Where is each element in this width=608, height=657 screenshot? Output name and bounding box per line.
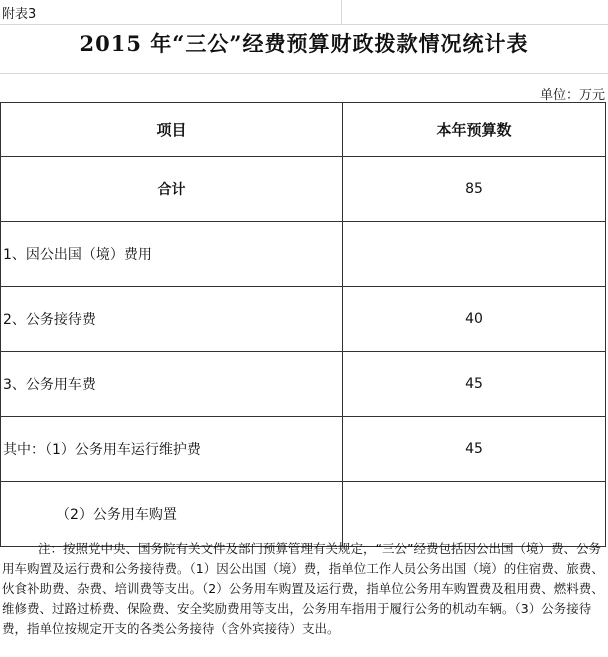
attachment-row <box>0 0 608 25</box>
table-row <box>1 482 606 547</box>
table-row <box>1 417 606 482</box>
row-item-cell[interactable]: （2）公务用车购置 <box>1 482 343 547</box>
row-item-cell[interactable]: 2、公务接待费 <box>1 287 343 352</box>
row-amount-cell[interactable]: 45 <box>343 352 606 417</box>
unit-label: 单位：万元 <box>539 88 605 103</box>
row-item-cell[interactable]: 1、因公出国（境）费用 <box>1 222 343 287</box>
row-amount-cell[interactable] <box>343 482 606 547</box>
row-item-cell[interactable]: 其中：（1）公务用车运行维护费 <box>1 417 343 482</box>
footnote: 注：按照党中央、国务院有关文件及部门预算管理有关规定，“三公”经费包括因公出国（境）费、公务用车购置及运行费和公务接待费。（1）因公出国（境）费，指单位工作人员公务出国（境）的住宿费、旅费、伙食补助费、杂费、培训费等支出。（2）公务用车购置及运行费，指单位公务用车购置费及租用费、燃料费、维修费、过路过桥费、保险费、安全奖励费用等支出，公务用车指用于履行公务的机动车辆。（3）公务接待费，指单位按规定开支的各类公务接待（含外宾接待）支出。 <box>2 541 604 636</box>
row-amount-cell[interactable]: 45 <box>343 417 606 482</box>
row-amount-cell[interactable] <box>343 222 606 287</box>
row-item-cell[interactable]: 3、公务用车费 <box>1 352 343 417</box>
budget-table <box>0 102 606 547</box>
cell-divider <box>341 0 342 24</box>
table-header-row <box>1 103 606 157</box>
row-item-cell[interactable]: 合计 <box>1 157 343 222</box>
table-row <box>1 352 606 417</box>
attachment-label: 附表3 <box>2 7 37 22</box>
page-title: 2015 年“三公”经费预算财政拨款情况统计表 <box>79 31 529 56</box>
table-row <box>1 287 606 352</box>
table-row <box>1 222 606 287</box>
row-amount-cell[interactable]: 40 <box>343 287 606 352</box>
table-row-total <box>1 157 606 222</box>
column-header-amount[interactable]: 本年预算数 <box>343 103 606 157</box>
row-amount-cell[interactable]: 85 <box>343 157 606 222</box>
column-header-item[interactable]: 项目 <box>1 103 343 157</box>
divider <box>0 73 608 74</box>
